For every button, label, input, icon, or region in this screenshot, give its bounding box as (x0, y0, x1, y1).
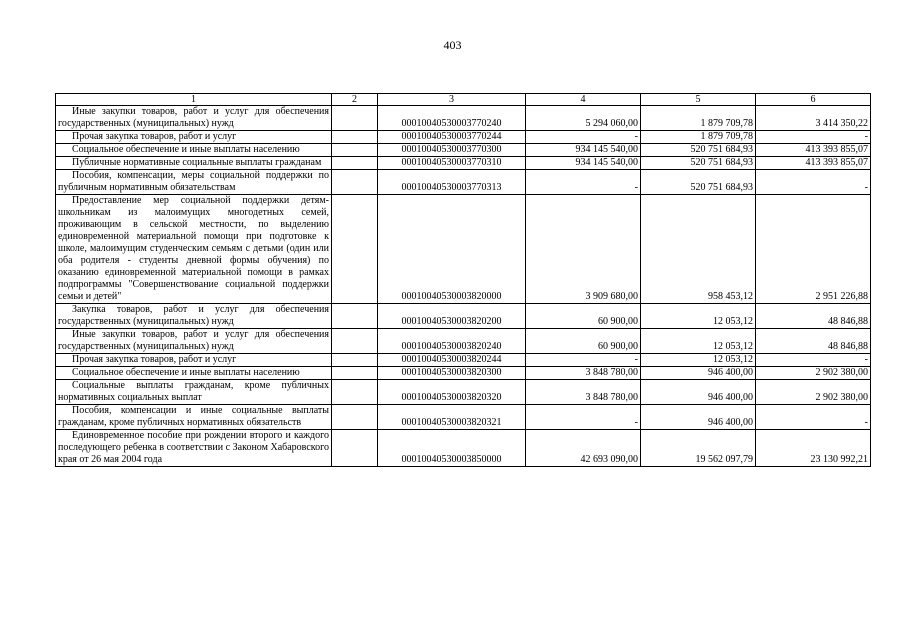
row-value-6: 413 393 855,07 (756, 144, 871, 157)
row-value-6: 48 846,88 (756, 304, 871, 329)
row-value-5: 19 562 097,79 (641, 430, 756, 467)
row-value-4: 60 900,00 (526, 329, 641, 354)
row-code: 00010040530003820240 (378, 329, 526, 354)
column-header: 2 (332, 94, 378, 106)
row-value-6: 413 393 855,07 (756, 157, 871, 170)
row-name: Публичные нормативные социальные выплаты гражданам (56, 157, 332, 170)
table-row (56, 304, 871, 329)
row-value-4: 60 900,00 (526, 304, 641, 329)
row-code: 00010040530003820244 (378, 354, 526, 367)
row-code: 00010040530003820000 (378, 195, 526, 304)
table-row (56, 106, 871, 131)
row-col2 (332, 106, 378, 131)
row-value-4: - (526, 405, 641, 430)
row-col2 (332, 170, 378, 195)
column-header: 1 (56, 94, 332, 106)
row-value-4: - (526, 131, 641, 144)
row-col2 (332, 304, 378, 329)
row-col2 (332, 380, 378, 405)
table-row (56, 354, 871, 367)
table-row (56, 131, 871, 144)
row-value-5: 1 879 709,78 (641, 131, 756, 144)
row-name: Пособия, компенсации и иные социальные выплаты гражданам, кроме публичных нормативных обязательств (56, 405, 332, 430)
row-name: Пособия, компенсации, меры социальной поддержки по публичным нормативным обязательствам (56, 170, 332, 195)
row-name: Иные закупки товаров, работ и услуг для обеспечения государственных (муниципальных) нужд (56, 329, 332, 354)
table-row (56, 405, 871, 430)
row-value-5: 12 053,12 (641, 354, 756, 367)
row-name: Иные закупки товаров, работ и услуг для обеспечения государственных (муниципальных) нужд (56, 106, 332, 131)
row-code: 00010040530003820321 (378, 405, 526, 430)
row-col2 (332, 144, 378, 157)
row-value-6: - (756, 170, 871, 195)
row-value-6: 2 951 226,88 (756, 195, 871, 304)
table-row (56, 195, 871, 304)
row-name: Прочая закупка товаров, работ и услуг (56, 131, 332, 144)
row-code: 00010040530003850000 (378, 430, 526, 467)
row-name: Социальные выплаты гражданам, кроме публичных нормативных социальных выплат (56, 380, 332, 405)
row-value-6: - (756, 131, 871, 144)
table-row (56, 329, 871, 354)
row-col2 (332, 157, 378, 170)
table-row (56, 144, 871, 157)
row-value-4: 934 145 540,00 (526, 157, 641, 170)
row-value-6: - (756, 354, 871, 367)
row-value-5: 958 453,12 (641, 195, 756, 304)
row-col2 (332, 354, 378, 367)
row-col2 (332, 131, 378, 144)
row-col2 (332, 195, 378, 304)
row-value-5: 946 400,00 (641, 367, 756, 380)
row-code: 00010040530003820200 (378, 304, 526, 329)
row-value-4: 5 294 060,00 (526, 106, 641, 131)
row-value-4: 3 848 780,00 (526, 367, 641, 380)
row-code: 00010040530003770310 (378, 157, 526, 170)
column-header: 4 (526, 94, 641, 106)
row-col2 (332, 367, 378, 380)
budget-table (55, 93, 871, 467)
row-value-5: 520 751 684,93 (641, 144, 756, 157)
row-name: Социальное обеспечение и иные выплаты населению (56, 367, 332, 380)
row-name: Предоставление мер социальной поддержки детям-школьникам из малоимущих многодетных семей, проживающим в сельской местности, по выделению единовременной материальной помощи при подготовке к школе, малоимущим студенческим семьям с детьми (один или оба родителя - студенты дневной формы обучения) по оказанию единовременной материальной помощи в рамках подпрограммы "Совершенствование социальной поддержки семьи и детей" (56, 195, 332, 304)
table-row (56, 367, 871, 380)
column-header: 3 (378, 94, 526, 106)
row-value-6: 23 130 992,21 (756, 430, 871, 467)
row-value-6: - (756, 405, 871, 430)
row-value-6: 2 902 380,00 (756, 367, 871, 380)
row-code: 00010040530003770300 (378, 144, 526, 157)
table-row (56, 380, 871, 405)
row-name: Прочая закупка товаров, работ и услуг (56, 354, 332, 367)
page-number: 403 (443, 38, 462, 52)
row-code: 00010040530003820320 (378, 380, 526, 405)
table-row (56, 157, 871, 170)
row-code: 00010040530003770313 (378, 170, 526, 195)
row-col2 (332, 329, 378, 354)
table-row (56, 430, 871, 467)
row-value-5: 12 053,12 (641, 304, 756, 329)
row-value-4: 42 693 090,00 (526, 430, 641, 467)
row-value-6: 2 902 380,00 (756, 380, 871, 405)
row-col2 (332, 405, 378, 430)
row-value-6: 3 414 350,22 (756, 106, 871, 131)
row-col2 (332, 430, 378, 467)
row-code: 00010040530003770244 (378, 131, 526, 144)
row-code: 00010040530003820300 (378, 367, 526, 380)
column-header: 5 (641, 94, 756, 106)
row-value-5: 1 879 709,78 (641, 106, 756, 131)
row-name: Закупка товаров, работ и услуг для обеспечения государственных (муниципальных) нужд (56, 304, 332, 329)
row-value-6: 48 846,88 (756, 329, 871, 354)
row-value-4: 3 909 680,00 (526, 195, 641, 304)
row-value-5: 520 751 684,93 (641, 157, 756, 170)
column-header: 6 (756, 94, 871, 106)
row-value-4: 934 145 540,00 (526, 144, 641, 157)
row-value-5: 946 400,00 (641, 380, 756, 405)
row-value-4: 3 848 780,00 (526, 380, 641, 405)
row-value-5: 12 053,12 (641, 329, 756, 354)
row-name: Единовременное пособие при рождении второго и каждого последующего ребенка в соответствии с Законом Хабаровского края от 26 мая 2004 года (56, 430, 332, 467)
row-name: Социальное обеспечение и иные выплаты населению (56, 144, 332, 157)
header-row (56, 94, 871, 106)
row-code: 00010040530003770240 (378, 106, 526, 131)
row-value-5: 520 751 684,93 (641, 170, 756, 195)
row-value-4: - (526, 170, 641, 195)
table-row (56, 170, 871, 195)
row-value-5: 946 400,00 (641, 405, 756, 430)
row-value-4: - (526, 354, 641, 367)
